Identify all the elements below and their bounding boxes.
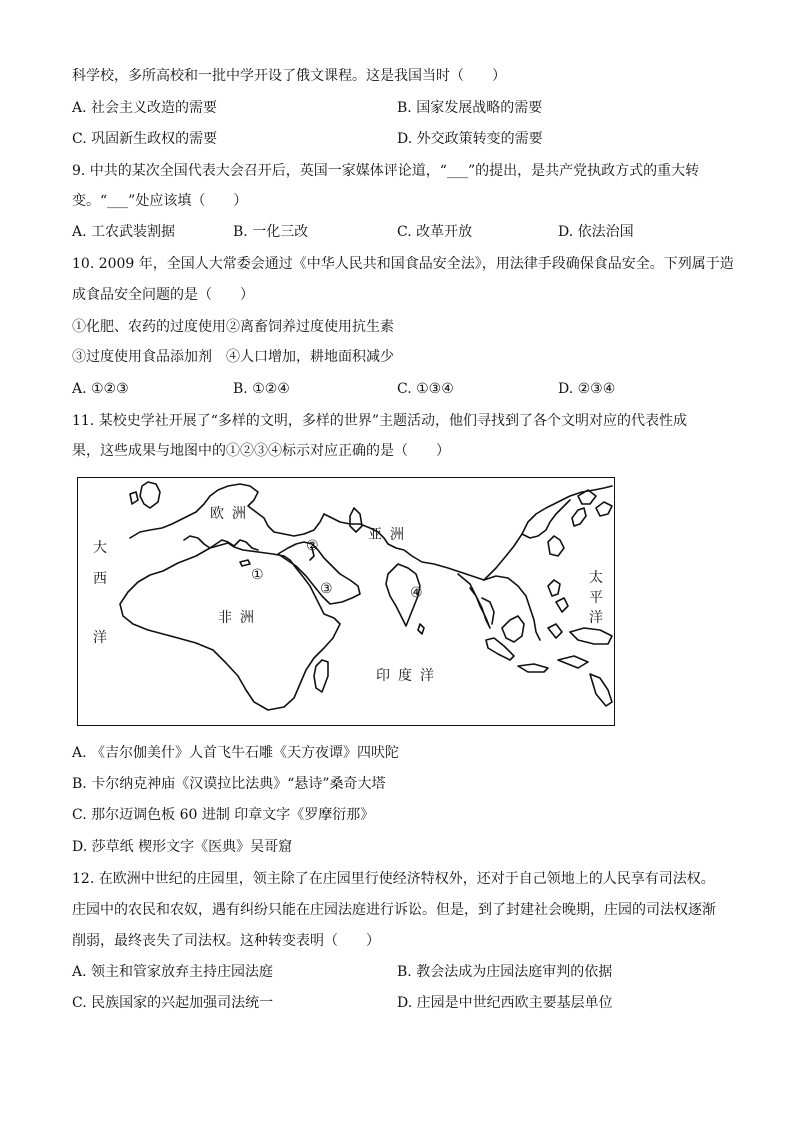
q10-stem-line1: 10. 2009 年，全国人大常委会通过《中华人民共和国食品安全法》，用法律手段确保食品安全。下列属于造 — [72, 256, 734, 272]
q12-stem-line1: 12. 在欧洲中世纪的庄园里，领主除了在庄园里行使经济特权外，还对于自己领地上的人民享有司法权。 — [72, 871, 715, 887]
q12-stem-line3: 削弱，最终丧失了司法权。这种转变表明（ ） — [72, 933, 380, 949]
label-indian-ocean: 印度洋 — [376, 668, 442, 684]
q8-option-c[interactable]: C. 巩固新生政权的需要 — [72, 131, 218, 147]
map-marker-4: ④ — [410, 585, 423, 601]
label-atlantic-1: 大 — [93, 540, 107, 556]
label-africa: 非洲 — [218, 610, 262, 626]
q10-item-line1: ①化肥、农药的过度使用②离畜饲养过度使用抗生素 — [72, 319, 394, 335]
label-europe: 欧洲 — [210, 506, 254, 522]
q8-stem-tail: 科学校，多所高校和一批中学开设了俄文课程。这是我国当时（ ） — [72, 68, 506, 84]
coastline-drawing — [78, 478, 615, 726]
label-pacific-1: 太 — [589, 570, 603, 586]
q10-item-line2: ③过度使用食品添加剂 ④人口增加，耕地面积减少 — [72, 349, 394, 365]
q12-option-a[interactable]: A. 领主和管家放弃主持庄园法庭 — [72, 964, 274, 980]
label-asia: 亚洲 — [368, 527, 412, 543]
q8-option-a[interactable]: A. 社会主义改造的需要 — [72, 100, 218, 116]
label-atlantic-2: 西 — [93, 571, 107, 587]
q8-option-d[interactable]: D. 外交政策转变的需要 — [397, 131, 543, 147]
q10-option-b[interactable]: B. ①②④ — [233, 381, 290, 397]
map-marker-1: ① — [251, 567, 264, 583]
q12-option-c[interactable]: C. 民族国家的兴起加强司法统一 — [72, 995, 274, 1011]
q11-stem-line1: 11. 某校史学社开展了“多样的文明，多样的世界”主题活动，他们寻找到了各个文明对应的代表性成 — [72, 413, 688, 429]
q9-option-d[interactable]: D. 依法治国 — [558, 224, 634, 240]
label-atlantic — [92, 540, 108, 646]
q8-option-b[interactable]: B. 国家发展战略的需要 — [397, 100, 543, 116]
q11-option-a[interactable]: A. 《吉尔伽美什》人首飞牛石雕《天方夜谭》四吠陀 — [72, 745, 400, 761]
q10-option-c[interactable]: C. ①③④ — [397, 381, 454, 397]
q12-option-b[interactable]: B. 教会法成为庄园法庭审判的依据 — [397, 964, 613, 980]
label-pacific-2: 平 — [589, 590, 603, 606]
map-marker-2: ② — [306, 538, 319, 554]
label-pacific-3: 洋 — [589, 610, 603, 626]
world-map — [77, 477, 615, 726]
label-pacific — [588, 570, 604, 641]
q10-stem-line2: 成食品安全问题的是（ ） — [72, 287, 254, 303]
q10-option-a[interactable]: A. ①②③ — [72, 381, 129, 397]
q11-stem-line2: 果，这些成果与地图中的①②③④标示对应正确的是（ ） — [72, 443, 450, 459]
q12-option-d[interactable]: D. 庄园是中世纪西欧主要基层单位 — [397, 995, 613, 1011]
map-marker-3: ③ — [320, 581, 333, 597]
q9-option-c[interactable]: C. 改革开放 — [397, 224, 473, 240]
q9-stem-line2: 变。“___”处应该填（ ） — [72, 193, 248, 209]
q9-stem-line1: 9. 中共的某次全国代表大会召开后，英国一家媒体评论道，“___”的提出，是共产党执政方式的重大转 — [72, 163, 700, 179]
q12-stem-line2: 庄园中的农民和农奴，遇有纠纷只能在庄园法庭进行诉讼。但是，到了封建社会晚期，庄园的司法权逐渐 — [72, 902, 716, 918]
q9-option-b[interactable]: B. 一化三改 — [233, 224, 309, 240]
q11-option-c[interactable]: C. 那尔迈调色板 60 进制 印章文字《罗摩衍那》 — [72, 807, 375, 823]
q10-option-d[interactable]: D. ②③④ — [558, 381, 616, 397]
q11-option-b[interactable]: B. 卡尔纳克神庙《汉谟拉比法典》“悬诗”桑奇大塔 — [72, 776, 386, 792]
q9-option-a[interactable]: A. 工农武装割据 — [72, 224, 176, 240]
q11-option-d[interactable]: D. 莎草纸 楔形文字《医典》吴哥窟 — [72, 839, 293, 855]
label-atlantic-3: 洋 — [93, 630, 107, 646]
